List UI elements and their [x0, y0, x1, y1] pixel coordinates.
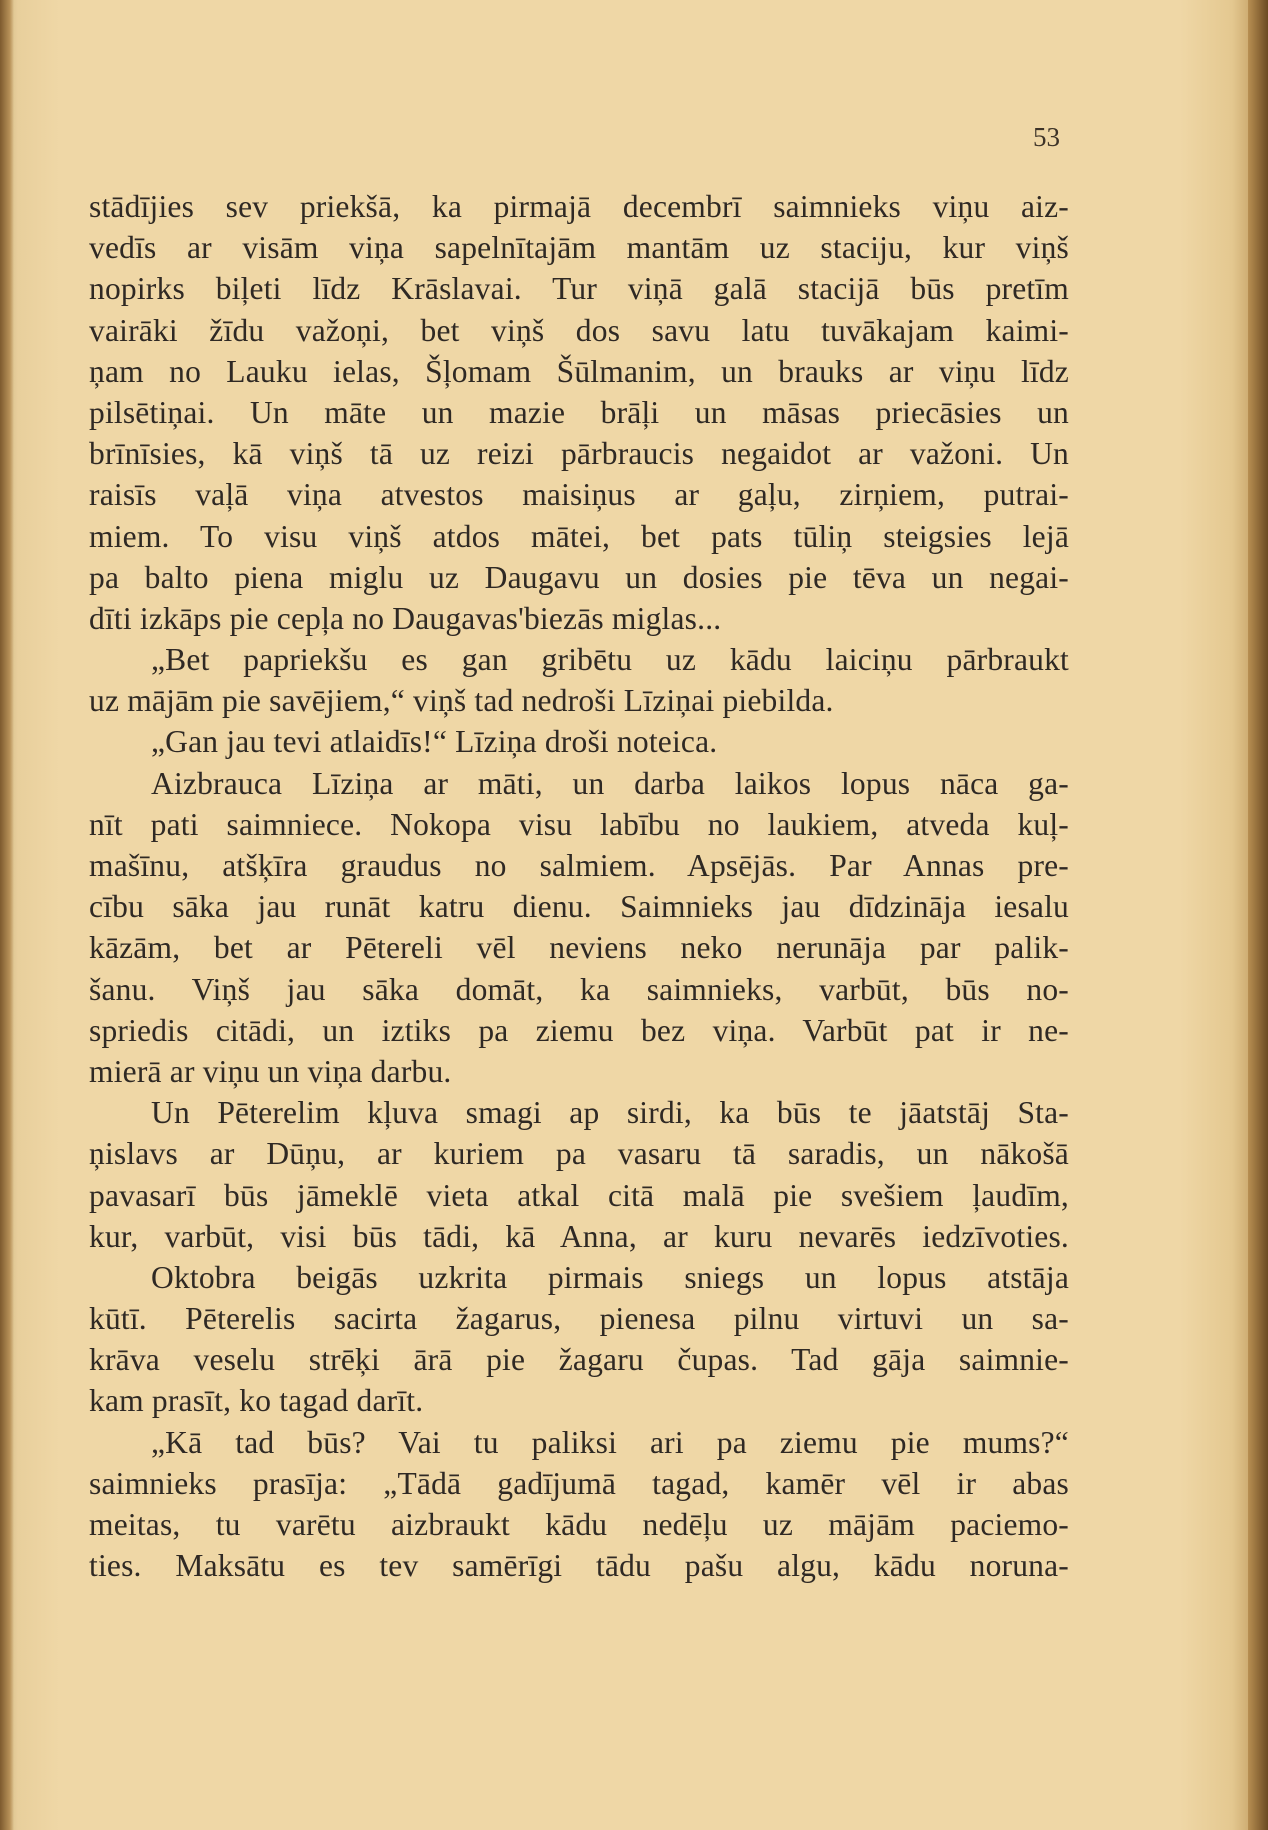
text-line: raisīs vaļā viņa atvestos maisiņus ar gaļu, zirņiem, putrai-: [89, 477, 1069, 513]
text-line: pa balto piena miglu uz Daugavu un dosies pie tēva un negai-: [89, 559, 1069, 595]
text-line: ņam no Lauku ielas, Šļomam Šūlmanim, un brauks ar viņu līdz: [89, 353, 1069, 389]
text-line: stādījies sev priekšā, ka pirmajā decembrī saimnieks viņu aiz-: [89, 189, 1069, 224]
text-line: kūtī. Pēterelis sacirta žagarus, pienesa pilnu virtuvi un sa-: [89, 1301, 1069, 1337]
text-line: „Kā tad būs? Vai tu paliksi ari pa ziemu pie mums?“: [151, 1424, 1069, 1460]
text-line: Oktobra beigās uzkrita pirmais sniegs un lopus atstāja: [151, 1259, 1069, 1295]
text-line: mierā ar viņu un viņa darbu.: [89, 1053, 452, 1089]
text-line: kāzām, bet ar Pētereli vēl neviens neko nerunāja par palik-: [89, 930, 1069, 966]
text-line: miem. To visu viņš atdos mātei, bet pats tūliņ steigsies lejā: [89, 518, 1069, 554]
text-line: „Bet papriekšu es gan gribētu uz kādu laiciņu pārbraukt: [151, 642, 1069, 678]
text-line: Aizbrauca Līziņa ar māti, un darba laikos lopus nāca ga-: [151, 765, 1069, 801]
text-line: vedīs ar visām viņa sapelnītajām mantām uz staciju, kur viņš: [89, 230, 1069, 266]
text-line: spriedis citādi, un iztiks pa ziemu bez viņa. Varbūt pat ir ne-: [89, 1012, 1069, 1048]
text-line: nopirks biļeti līdz Krāslavai. Tur viņā galā stacijā būs pretīm: [89, 271, 1069, 307]
text-line: „Gan jau tevi atlaidīs!“ Līziņa droši noteica.: [151, 724, 718, 760]
text-line: pavasarī būs jāmeklē vieta atkal citā malā pie svešiem ļaudīm,: [89, 1177, 1069, 1213]
text-line: šanu. Viņš jau sāka domāt, ka saimnieks, varbūt, būs no-: [89, 971, 1069, 1007]
text-line: pilsētiņai. Un māte un mazie brāļi un māsas priecāsies un: [89, 394, 1069, 430]
text-line: nīt pati saimniece. Nokopa visu labību no laukiem, atveda kuļ-: [89, 806, 1069, 842]
text-line: meitas, tu varētu aizbraukt kādu nedēļu uz mājām paciemo-: [89, 1507, 1069, 1542]
book-spine-shadow: [0, 0, 14, 1830]
text-line: brīnīsies, kā viņš tā uz reizi pārbraucis negaidot ar važoni. Un: [89, 436, 1069, 472]
text-line: kam prasīt, ko tagad darīt.: [89, 1383, 424, 1419]
text-line: ņislavs ar Dūņu, ar kuriem pa vasaru tā saradis, un nākošā: [89, 1136, 1069, 1172]
page-number: 53: [1033, 122, 1060, 152]
page-edge-shadow: [1248, 0, 1268, 1830]
text-line: cību sāka jau runāt katru dienu. Saimnieks jau dīdzināja iesalu: [89, 889, 1069, 925]
text-line: krāva veselu strēķi ārā pie žagaru čupas. Tad gāja saimnie-: [89, 1342, 1069, 1378]
text-line: mašīnu, atšķīra graudus no salmiem. Apsējās. Par Annas pre-: [89, 848, 1069, 883]
text-line: dīti izkāps pie cepļa no Daugavas'biezās miglas...: [89, 600, 722, 636]
text-line: kur, varbūt, visi būs tādi, kā Anna, ar kuru nevarēs iedzīvoties.: [89, 1218, 1069, 1254]
text-line: Un Pēterelim kļuva smagi ap sirdi, ka būs te jāatstāj Sta-: [151, 1095, 1069, 1131]
text-line: ties. Maksātu es tev samērīgi tādu pašu algu, kādu noruna-: [89, 1548, 1069, 1584]
text-line: saimnieks prasīja: „Tādā gadījumā tagad, kamēr vēl ir abas: [89, 1465, 1069, 1501]
text-line: uz mājām pie savējiem,“ viņš tad nedroši Līziņai piebilda.: [89, 683, 834, 719]
body-text: [89, 186, 1069, 1586]
text-line: vairāki žīdu važoņi, bet viņš dos savu latu tuvākajam kaimi-: [89, 312, 1069, 348]
